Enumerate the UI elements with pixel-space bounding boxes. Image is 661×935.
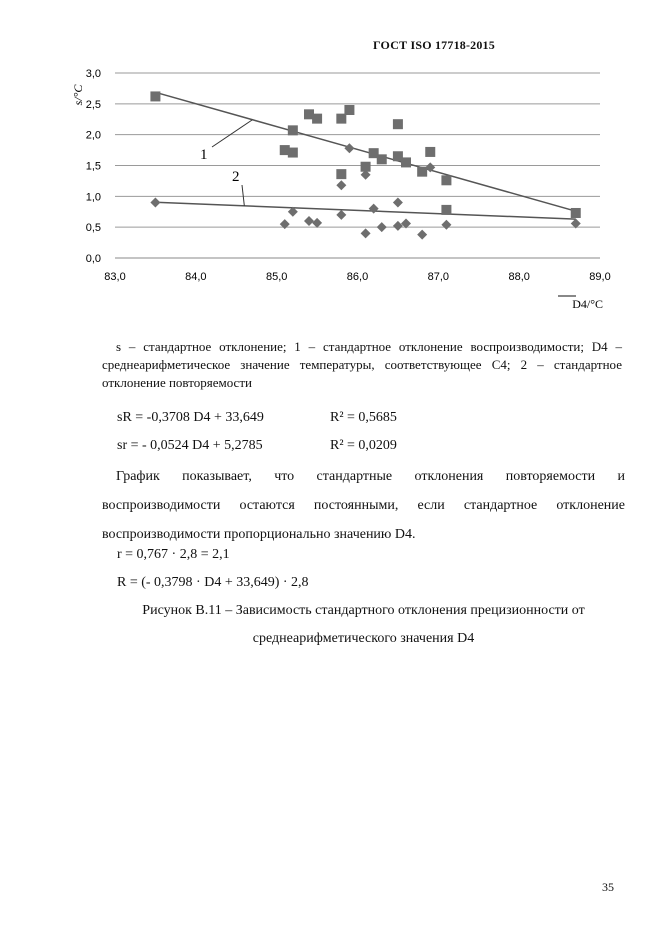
figure-title: Рисунок В.11 – Зависимость стандартного отклонения прецизионности от среднеарифметического значения D4 [142,603,585,646]
equation-r: r = 0,767 · 2,8 = 2,1 [117,547,230,562]
x-axis-label: D4/°C [572,297,603,311]
y-tick-label: 2,0 [85,129,101,142]
trend-label-1: 1 [200,147,208,163]
y-tick-label: 3,0 [85,68,101,80]
data-point-diamond [344,143,354,153]
legend-paragraph: s – стандартное отклонение; 1 – стандартное отклонение воспроизводимости; D4 – среднеарифметическое значение температуры, соответствующее C4; 2 – стандартное отклонение повторяемости [102,339,622,390]
data-point-square [401,157,411,167]
data-point-square [344,105,354,115]
formula-sR: sR = -0,3708 D4 + 33,649 [117,410,264,425]
data-point-square [571,208,581,218]
x-tick-label: 85,0 [265,271,288,283]
y-axis-label: s/°C [71,84,85,106]
data-point-diamond [304,216,314,226]
formula-sR-r2: R² = 0,5685 [330,410,397,425]
data-point-square [417,167,427,177]
data-point-square [312,114,322,124]
data-point-square [150,91,160,101]
trendline-1 [155,92,575,211]
data-point-square [288,125,298,135]
data-point-diamond [393,198,403,208]
data-point-diamond [417,230,427,240]
y-tick-label: 2,5 [85,98,101,111]
formula-sr: sr = - 0,0524 D4 + 5,2785 [117,438,263,453]
x-tick-label: 86,0 [346,271,369,283]
leader-line-1 [212,120,252,147]
data-point-diamond [312,218,322,228]
equation-R: R = (- 0,3798 · D4 + 33,649) · 2,8 [117,575,309,590]
data-point-diamond [441,220,451,230]
y-tick-label: 1,0 [85,191,101,204]
data-point-square [425,147,435,157]
y-tick-label: 0,0 [85,253,101,265]
data-point-square [288,148,298,158]
x-tick-label: 83,0 [104,271,126,283]
data-point-diamond [393,221,403,231]
data-point-square [377,154,387,164]
data-point-diamond [336,180,346,190]
page-number: 35 [602,880,614,894]
x-tick-label: 87,0 [427,271,450,283]
data-point-square [393,119,403,129]
precision-scatter-chart [60,55,620,315]
trend-label-2: 2 [232,169,240,185]
x-tick-label: 88,0 [508,271,530,283]
document-header: ГОСТ ISO 17718-2015 [373,38,495,52]
x-tick-label: 84,0 [185,271,207,283]
formula-sr-r2: R² = 0,0209 [330,438,397,453]
trendline-2 [155,202,575,219]
data-point-diamond [336,210,346,220]
data-point-square [336,114,346,124]
data-point-square [441,175,451,185]
data-point-square [336,169,346,179]
data-point-diamond [150,198,160,208]
data-point-square [441,205,451,215]
data-point-diamond [361,228,371,238]
body-paragraph: График показывает, что стандартные отклонения повторяемости и воспроизводимости остаются постоянными, если стандартное отклонение воспроизводимости пропорционально значению D4. [102,469,625,542]
data-point-diamond [377,222,387,232]
figure-legend-text [102,338,622,392]
y-tick-label: 0,5 [85,222,101,235]
leader-line-2 [242,185,244,206]
data-point-diamond [369,204,379,214]
y-tick-label: 1,5 [85,160,101,173]
x-tick-label: 89,0 [589,271,611,283]
